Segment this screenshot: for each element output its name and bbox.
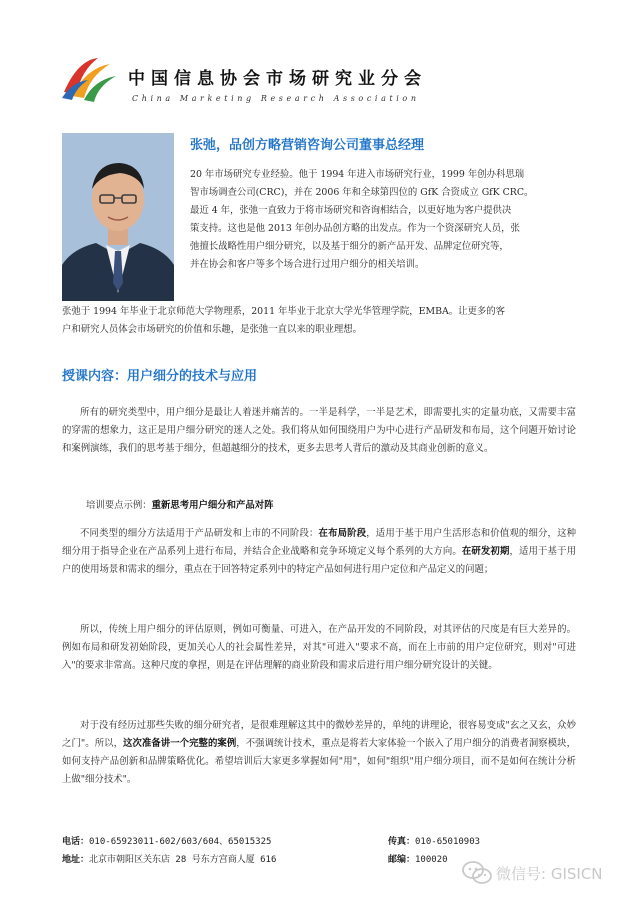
key-point-title: 重新思考用户细分和产品对阵 bbox=[151, 500, 274, 511]
association-logo-icon bbox=[58, 52, 118, 102]
speaker-education bbox=[62, 303, 576, 339]
key-point bbox=[86, 497, 274, 511]
bio-line: 张弛于 1994 年毕业于北京师范大学物理系，2011 年毕业于北京大学光华管理学院，EMBA。让更多的客 bbox=[62, 306, 506, 317]
course-paragraph-1 bbox=[62, 525, 576, 579]
emphasis-text: 在布局阶段 bbox=[318, 528, 367, 539]
key-point-label: 培训要点示例： bbox=[86, 500, 152, 511]
postcode-label: 邮编： bbox=[388, 855, 416, 865]
text-run: ，适用于基于用户的使用场景和需求的细分，重点在于回答特定系列中的特定产品如何进行用户定位和产品定义的问题； bbox=[62, 546, 576, 575]
bio-line: 策支持。这也是他 2013 年创办品创方略的出发点。作为一个资深研究人员，张 bbox=[190, 223, 520, 234]
phone-value: 010-65923011-602/603/604、65015325 bbox=[89, 837, 272, 847]
fax-label: 传真： bbox=[388, 837, 416, 847]
org-name-en: China Marketing Research Association bbox=[132, 94, 420, 103]
org-name-cn: 中国信息协会市场研究业分会 bbox=[128, 69, 427, 89]
speaker-photo bbox=[62, 133, 174, 301]
wechat-watermark bbox=[462, 858, 632, 892]
speaker-title: 张弛，品创方略营销咨询公司董事总经理 bbox=[190, 138, 425, 153]
bio-line: 弛擅长战略性用户细分研究，以及基于细分的新产品开发、品牌定位研究等， bbox=[190, 241, 509, 252]
text-run: ，不强调统计技术，重点是将若大家体验一个嵌入了用户细分的消费者洞察模块，如何支持产品创新和品牌策略优化。希望培训后大家更多掌握如何"用"，如何"组织"用户细分项目，而不是如何在统计分析上做"细分技术"。 bbox=[62, 738, 576, 785]
address-value: 北京市朝阳区关东店 28 号东方宫商人厦 616 bbox=[89, 855, 277, 865]
footer-address bbox=[62, 852, 276, 865]
text-run: 对于没有经历过那些失败的细分研究者，是很难理解这其中的微妙差异的，单纯的讲理论，很容易变成"玄之又玄，众妙之门"。所以， bbox=[62, 720, 576, 749]
course-paragraph-2: 所以，传统上用户细分的评估原则，例如可衡量、可进入，在产品开发的不同阶段，对其评估的尺度是有巨大差异的。例如布局和研发初始阶段，更加关心人的社会属性差异，对其"可进入"要求不高，而在上市前的用户定位研究，则对"可进入"的要求非常高。这种尺度的拿捏，则是在评估理解的商业阶段和需求后进行用户细分研究设计的关键。 bbox=[62, 624, 576, 671]
emphasis-text: 在研发初期 bbox=[461, 546, 510, 557]
fax-value: 010-65010903 bbox=[415, 837, 481, 847]
footer-phone bbox=[62, 834, 271, 847]
wechat-icon bbox=[462, 860, 492, 886]
bio-line: 并在协会和客户等多个场合进行过用户细分的相关培训。 bbox=[190, 259, 425, 270]
footer-fax bbox=[388, 834, 480, 847]
emphasis-text: 这次准备讲一个完整的案例 bbox=[123, 738, 237, 749]
phone-label: 电话： bbox=[62, 837, 90, 847]
bio-line: 最近 4 年，张弛一直致力于将市场研究和咨询相结合，以更好地为客户提供决 bbox=[190, 205, 512, 216]
text-run: 不同类型的细分方法适用于产品研发和上市的不同阶段： bbox=[80, 528, 319, 539]
footer-postcode bbox=[388, 852, 448, 865]
bio-line: 20 年市场研究专业经验。他于 1994 年进入市场研究行业，1999 年创办科思瑞 bbox=[190, 169, 525, 180]
bio-line: 智市场调查公司(CRC)，并在 2006 年和全球第四位的 GfK 合资成立 GfK CRC。 bbox=[190, 187, 534, 198]
course-paragraph-3 bbox=[62, 717, 576, 789]
text-run: ，适用于基于用户生活形态和价值观的细分，这种细分用于指导企业在产品系列上进行布局，并结合企业战略和竞争环境定义每个系列的大方向。 bbox=[62, 528, 576, 557]
postcode-value: 100020 bbox=[415, 855, 448, 865]
wechat-text: 微信号: GISICN bbox=[496, 865, 603, 883]
course-intro: 所有的研究类型中，用户细分是最让人着迷并痛苦的。一半是科学，一半是艺术，即需要扎实的定量功底，又需要丰富的穿需的想象力，这正是用户细分研究的迷人之处。我们将从如何围绕用户为中心进行产品研发和布局，这个问题开始讨论和案例演练，我们的思考基于细分，但超越细分的技术，更多去思考人背后的激动及其商业创新的意义。 bbox=[62, 407, 576, 454]
bio-line: 户和研究人员体会市场研究的价值和乐趣，是张弛一直以来的职业理想。 bbox=[62, 324, 363, 335]
address-label: 地址： bbox=[62, 855, 90, 865]
course-section-title: 授课内容：用户细分的技术与应用 bbox=[62, 369, 258, 384]
speaker-bio bbox=[190, 166, 576, 274]
